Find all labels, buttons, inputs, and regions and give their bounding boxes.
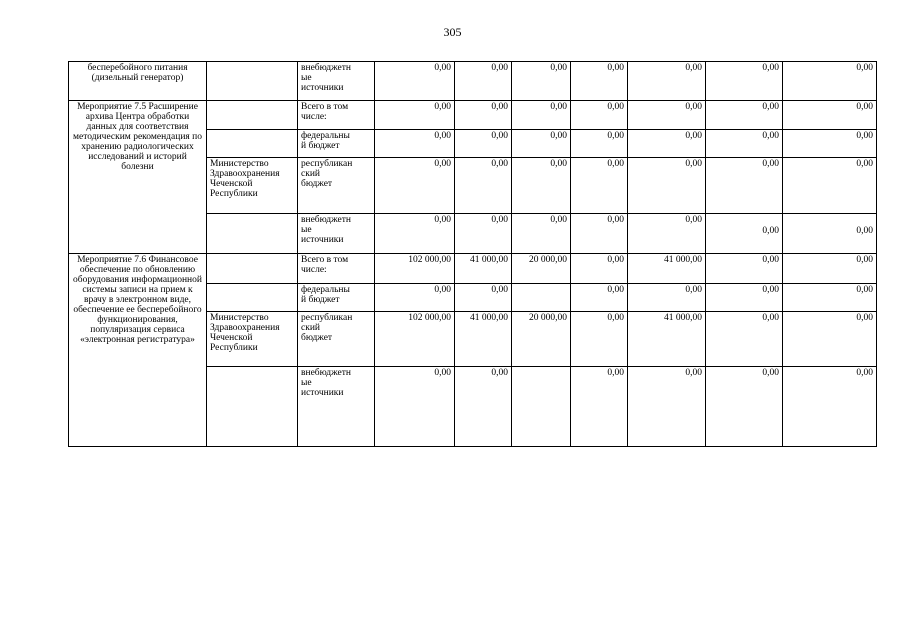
value-cell: 0,00 [455, 214, 512, 254]
source-cell: внебюджетн ые источники [298, 214, 375, 254]
executor-cell [207, 130, 298, 158]
value-cell: 0,00 [512, 130, 571, 158]
measure-name-cell: Мероприятие 7.6 Финансовое обеспечение по обновлению оборудования информационной системы записи на прием к врачу в электронном виде, обеспечение ее бесперебойного функционирования, популяризация сервиса «электронная регистратура» [69, 254, 207, 447]
value-cell [512, 284, 571, 312]
value-cell: 102 000,00 [375, 254, 455, 284]
value-cell: 0,00 [571, 367, 628, 447]
table-row [69, 254, 877, 284]
value-cell: 0,00 [512, 101, 571, 130]
value-cell: 0,00 [783, 62, 877, 101]
executor-cell [207, 62, 298, 101]
source-cell: внебюджетн ые источники [298, 367, 375, 447]
value-cell: 0,00 [783, 284, 877, 312]
value-cell: 20 000,00 [512, 254, 571, 284]
value-cell: 0,00 [783, 130, 877, 158]
value-cell: 0,00 [628, 130, 706, 158]
value-cell: 0,00 [783, 101, 877, 130]
value-cell: 41 000,00 [455, 312, 512, 367]
value-cell: 0,00 [628, 62, 706, 101]
value-cell: 0,00 [706, 367, 783, 447]
value-cell: 0,00 [375, 130, 455, 158]
value-cell: 0,00 [783, 158, 877, 214]
value-cell: 0,00 [628, 284, 706, 312]
value-cell: 102 000,00 [375, 312, 455, 367]
measure-name-cell: бесперебойного питания (дизельный генератор) [69, 62, 207, 101]
value-cell: 0,00 [571, 254, 628, 284]
source-cell: федеральны й бюджет [298, 284, 375, 312]
value-cell: 0,00 [571, 158, 628, 214]
value-cell: 0,00 [455, 130, 512, 158]
table-row [69, 101, 877, 130]
executor-cell [207, 214, 298, 254]
value-cell: 20 000,00 [512, 312, 571, 367]
source-cell: федеральны й бюджет [298, 130, 375, 158]
executor-cell [207, 367, 298, 447]
value-cell: 0,00 [706, 130, 783, 158]
value-cell: 0,00 [706, 284, 783, 312]
value-cell: 0,00 [706, 62, 783, 101]
value-cell: 0,00 [706, 312, 783, 367]
executor-cell [207, 254, 298, 284]
value-cell: 0,00 [706, 254, 783, 284]
executor-cell [207, 284, 298, 312]
value-cell: 0,00 [783, 214, 877, 254]
value-cell: 0,00 [455, 62, 512, 101]
value-cell: 0,00 [706, 158, 783, 214]
value-cell: 0,00 [571, 130, 628, 158]
measure-name-cell: Мероприятие 7.5 Расширение архива Центра обработки данных для соответствия методическим рекомендация по хранению радиологических исследований и историй болезни [69, 101, 207, 254]
value-cell: 41 000,00 [628, 254, 706, 284]
budget-table [68, 61, 877, 447]
value-cell: 0,00 [375, 101, 455, 130]
value-cell: 0,00 [512, 158, 571, 214]
value-cell: 0,00 [783, 254, 877, 284]
value-cell: 0,00 [455, 284, 512, 312]
value-cell: 0,00 [512, 62, 571, 101]
source-cell: республикан ский бюджет [298, 158, 375, 214]
value-cell: 0,00 [628, 158, 706, 214]
value-cell: 0,00 [375, 62, 455, 101]
value-cell [512, 367, 571, 447]
value-cell: 0,00 [455, 367, 512, 447]
value-cell: 0,00 [571, 312, 628, 367]
value-cell: 41 000,00 [455, 254, 512, 284]
value-cell: 0,00 [783, 312, 877, 367]
value-cell: 0,00 [455, 158, 512, 214]
value-cell: 0,00 [375, 158, 455, 214]
table-row [69, 62, 877, 101]
source-cell: внебюджетн ые источники [298, 62, 375, 101]
value-cell: 0,00 [375, 367, 455, 447]
value-cell: 0,00 [628, 214, 706, 254]
source-cell: республикан ский бюджет [298, 312, 375, 367]
value-cell: 0,00 [512, 214, 571, 254]
value-cell: 0,00 [628, 101, 706, 130]
value-cell: 0,00 [706, 101, 783, 130]
value-cell: 0,00 [783, 367, 877, 447]
value-cell: 0,00 [455, 101, 512, 130]
value-cell: 0,00 [375, 214, 455, 254]
value-cell: 0,00 [571, 214, 628, 254]
source-cell: Всего в том числе: [298, 101, 375, 130]
executor-cell [207, 101, 298, 130]
value-cell: 0,00 [571, 62, 628, 101]
executor-cell: Министерство Здравоохранения Чеченской Республики [207, 312, 298, 367]
value-cell: 41 000,00 [628, 312, 706, 367]
executor-cell: Министерство Здравоохранения Чеченской Республики [207, 158, 298, 214]
value-cell: 0,00 [571, 101, 628, 130]
page-number: 305 [443, 25, 462, 39]
value-cell: 0,00 [706, 214, 783, 254]
value-cell: 0,00 [375, 284, 455, 312]
value-cell: 0,00 [628, 367, 706, 447]
source-cell: Всего в том числе: [298, 254, 375, 284]
value-cell: 0,00 [571, 284, 628, 312]
